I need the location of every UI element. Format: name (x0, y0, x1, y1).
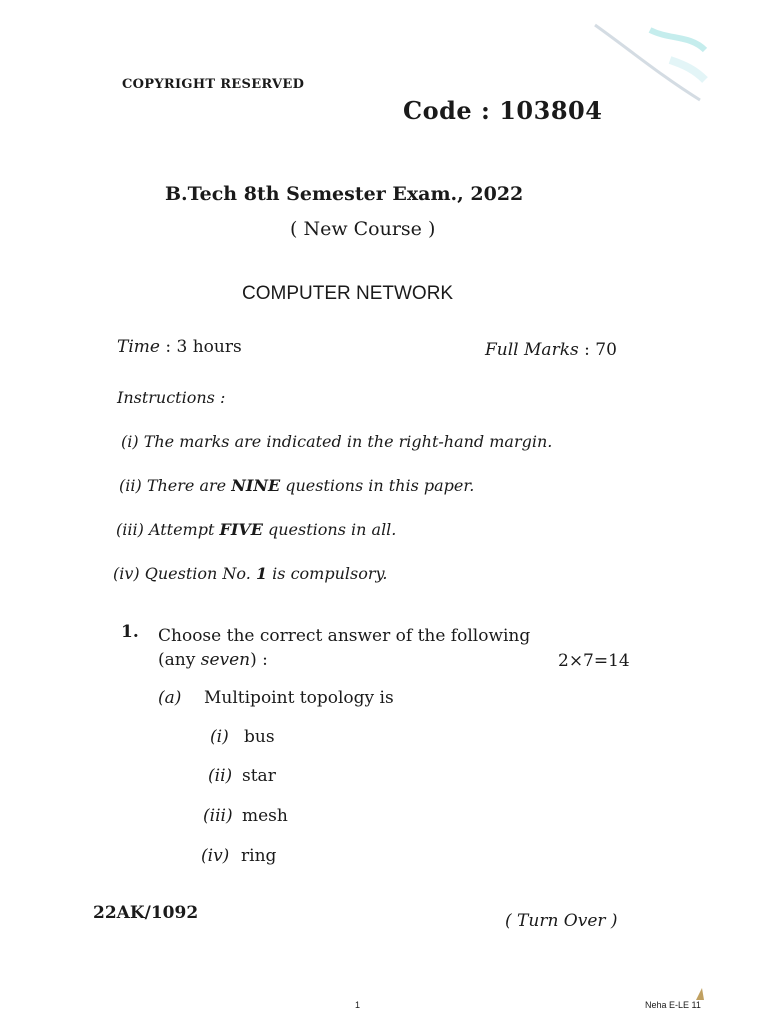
copyright-notice: COPYRIGHT RESERVED (122, 77, 305, 92)
course-label: ( New Course ) (290, 218, 436, 240)
question-text (158, 624, 530, 672)
time-value: : 3 hours (165, 337, 242, 357)
sub-question-text: Multipoint topology is (204, 688, 394, 708)
instruction-text: Attempt (148, 520, 220, 539)
question-number: 1. (121, 622, 139, 642)
option-text: star (242, 766, 276, 786)
instruction-number: (i) (121, 432, 139, 451)
instruction-emphasis: NINE (231, 476, 281, 495)
instruction-emphasis: 1 (255, 564, 268, 583)
instruction-item (119, 476, 474, 495)
instruction-item (121, 432, 552, 451)
option-item (208, 766, 276, 786)
instruction-text: Question No. (144, 564, 256, 583)
question-marks: 2×7=14 (558, 651, 630, 671)
exam-title: B.Tech 8th Semester Exam., 2022 (165, 183, 524, 205)
option-number: (iii) (203, 806, 233, 826)
sub-question-label: (a) (158, 688, 182, 708)
corner-fold-icon (694, 986, 706, 1002)
scan-smudge (590, 20, 710, 115)
option-item (210, 727, 275, 747)
instructions-heading: Instructions : (117, 388, 226, 407)
instruction-emphasis: FIVE (219, 520, 263, 539)
instruction-number: (iv) (113, 564, 140, 583)
instruction-text: The marks are indicated in the right-hand margin. (143, 432, 553, 451)
question-line: (any seven) : (158, 650, 268, 670)
instruction-item (113, 564, 388, 583)
instruction-text: is compulsory. (267, 564, 388, 583)
instruction-text: There are (146, 476, 232, 495)
option-text: mesh (242, 806, 288, 826)
paper-serial-code: 22AK/1092 (93, 903, 199, 923)
instruction-text: questions in all. (262, 520, 397, 539)
full-marks-label: Full Marks (485, 340, 579, 360)
instruction-number: (ii) (119, 476, 142, 495)
time-info (117, 337, 242, 357)
sub-question (158, 688, 394, 708)
option-number: (iv) (201, 846, 230, 866)
option-text: ring (241, 846, 277, 866)
page-number: 1 (355, 1000, 361, 1010)
full-marks-info (485, 340, 617, 360)
option-number: (ii) (208, 766, 233, 786)
subject-title: COMPUTER NETWORK (242, 283, 454, 304)
option-item (203, 806, 288, 826)
instruction-text: questions in this paper. (280, 476, 475, 495)
option-item (201, 846, 276, 866)
question-line: Choose the correct answer of the following (158, 626, 531, 646)
option-number: (i) (210, 727, 229, 747)
option-text: bus (244, 727, 275, 747)
paper-code-heading: Code : 103804 (403, 96, 603, 125)
instruction-number: (iii) (116, 520, 144, 539)
instruction-item (116, 520, 396, 539)
brand-watermark: Neha E-LE 11 (645, 1000, 701, 1010)
time-label: Time (117, 337, 160, 357)
turn-over-note: ( Turn Over ) (505, 911, 618, 931)
full-marks-value: : 70 (584, 340, 617, 360)
